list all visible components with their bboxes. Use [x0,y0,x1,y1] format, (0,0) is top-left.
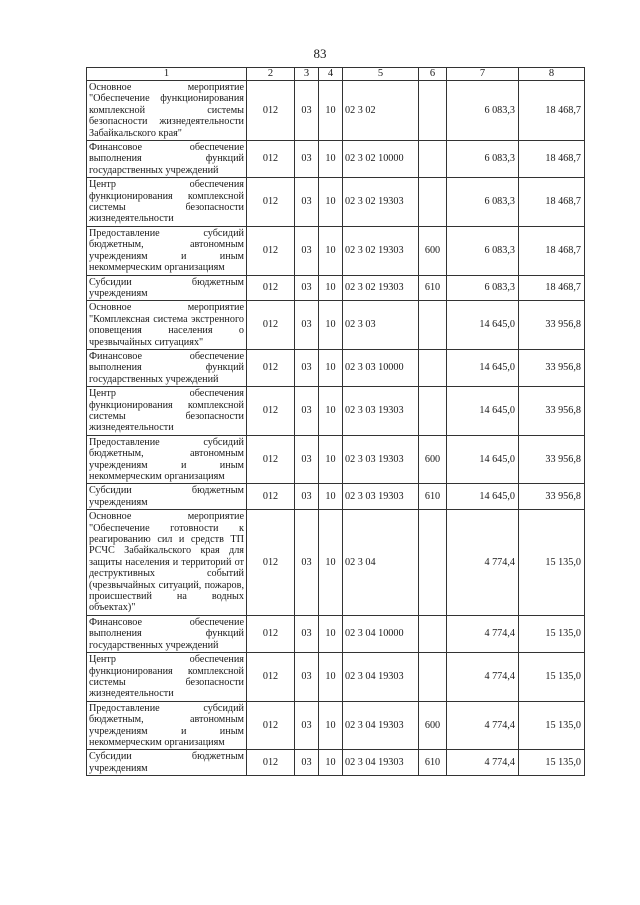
section-code-cell: 03 [295,510,319,616]
table-row [87,510,585,616]
amount-cell: 6 083,3 [447,226,519,275]
amount-cell: 18 468,7 [519,275,585,301]
amount-cell: 14 645,0 [447,301,519,350]
target-article-cell: 02 3 04 19303 [343,701,419,750]
subsection-code-cell: 10 [319,226,343,275]
row-name-cell: Субсидии бюджетным учреждениям [87,484,247,510]
header-cell: 8 [519,68,585,81]
amount-cell: 18 468,7 [519,178,585,227]
expense-type-cell [419,510,447,616]
section-code-cell: 03 [295,484,319,510]
expense-type-cell: 610 [419,484,447,510]
amount-cell: 4 774,4 [447,653,519,702]
subsection-code-cell: 10 [319,301,343,350]
amount-cell: 6 083,3 [447,81,519,141]
table-row [87,81,585,141]
table-row [87,484,585,510]
subsection-code-cell: 10 [319,275,343,301]
header-cell: 2 [247,68,295,81]
expense-type-cell: 600 [419,435,447,484]
section-code-cell: 03 [295,275,319,301]
amount-cell: 18 468,7 [519,141,585,178]
table-row [87,615,585,652]
admin-code-cell: 012 [247,435,295,484]
header-cell: 3 [295,68,319,81]
table-row [87,435,585,484]
header-cell: 5 [343,68,419,81]
amount-cell: 15 135,0 [519,701,585,750]
expense-type-cell [419,615,447,652]
row-name-cell: Финансовое обеспечение выполнения функций государственных учреждений [87,615,247,652]
admin-code-cell: 012 [247,178,295,227]
section-code-cell: 03 [295,701,319,750]
table-row [87,387,585,436]
amount-cell: 4 774,4 [447,750,519,776]
target-article-cell: 02 3 04 19303 [343,750,419,776]
table-row [87,178,585,227]
section-code-cell: 03 [295,435,319,484]
budget-table [86,67,585,776]
amount-cell: 6 083,3 [447,141,519,178]
subsection-code-cell: 10 [319,349,343,386]
row-name-cell: Основное мероприятие "Обеспечение функционирования комплексной системы безопасности жизнедеятельности Забайкальского края" [87,81,247,141]
header-cell: 6 [419,68,447,81]
table-row [87,653,585,702]
admin-code-cell: 012 [247,653,295,702]
subsection-code-cell: 10 [319,141,343,178]
row-name-cell: Субсидии бюджетным учреждениям [87,275,247,301]
section-code-cell: 03 [295,387,319,436]
admin-code-cell: 012 [247,141,295,178]
admin-code-cell: 012 [247,387,295,436]
admin-code-cell: 012 [247,301,295,350]
amount-cell: 6 083,3 [447,275,519,301]
row-name-cell: Финансовое обеспечение выполнения функций государственных учреждений [87,349,247,386]
row-name-cell: Центр обеспечения функционирования комплексной системы безопасности жизнедеятельности [87,387,247,436]
subsection-code-cell: 10 [319,750,343,776]
table-row [87,141,585,178]
subsection-code-cell: 10 [319,81,343,141]
admin-code-cell: 012 [247,701,295,750]
amount-cell: 14 645,0 [447,387,519,436]
subsection-code-cell: 10 [319,484,343,510]
section-code-cell: 03 [295,81,319,141]
row-name-cell: Субсидии бюджетным учреждениям [87,750,247,776]
expense-type-cell [419,301,447,350]
admin-code-cell: 012 [247,510,295,616]
table-row [87,275,585,301]
table-header-row [87,68,585,81]
target-article-cell: 02 3 03 [343,301,419,350]
subsection-code-cell: 10 [319,510,343,616]
amount-cell: 15 135,0 [519,510,585,616]
table-row [87,750,585,776]
admin-code-cell: 012 [247,275,295,301]
table-row [87,349,585,386]
section-code-cell: 03 [295,226,319,275]
target-article-cell: 02 3 03 10000 [343,349,419,386]
target-article-cell: 02 3 04 [343,510,419,616]
row-name-cell: Финансовое обеспечение выполнения функций государственных учреждений [87,141,247,178]
table-row [87,226,585,275]
expense-type-cell [419,349,447,386]
amount-cell: 33 956,8 [519,301,585,350]
target-article-cell: 02 3 03 19303 [343,484,419,510]
target-article-cell: 02 3 03 19303 [343,435,419,484]
target-article-cell: 02 3 04 19303 [343,653,419,702]
admin-code-cell: 012 [247,81,295,141]
section-code-cell: 03 [295,653,319,702]
row-name-cell: Основное мероприятие "Обеспечение готовности к реагированию сил и средств ТП РСЧС Забайкальского края для защиты населения и территорий от деструктивных событий (чрезвычайных ситуаций, пожаров, происшествий на водных объектах)" [87,510,247,616]
section-code-cell: 03 [295,141,319,178]
amount-cell: 18 468,7 [519,81,585,141]
section-code-cell: 03 [295,750,319,776]
expense-type-cell [419,141,447,178]
header-cell: 7 [447,68,519,81]
target-article-cell: 02 3 02 19303 [343,178,419,227]
header-cell: 1 [87,68,247,81]
row-name-cell: Предоставление субсидий бюджетным, автономным учреждениям и иным некоммерческим организациям [87,701,247,750]
subsection-code-cell: 10 [319,653,343,702]
row-name-cell: Центр обеспечения функционирования комплексной системы безопасности жизнедеятельности [87,178,247,227]
amount-cell: 4 774,4 [447,615,519,652]
subsection-code-cell: 10 [319,435,343,484]
subsection-code-cell: 10 [319,701,343,750]
expense-type-cell [419,81,447,141]
amount-cell: 15 135,0 [519,653,585,702]
target-article-cell: 02 3 03 19303 [343,387,419,436]
admin-code-cell: 012 [247,226,295,275]
subsection-code-cell: 10 [319,615,343,652]
table-row [87,701,585,750]
amount-cell: 4 774,4 [447,510,519,616]
page-number: 83 [313,46,327,61]
section-code-cell: 03 [295,301,319,350]
row-name-cell: Предоставление субсидий бюджетным, автономным учреждениям и иным некоммерческим организациям [87,226,247,275]
target-article-cell: 02 3 02 10000 [343,141,419,178]
amount-cell: 33 956,8 [519,387,585,436]
expense-type-cell: 600 [419,226,447,275]
amount-cell: 15 135,0 [519,615,585,652]
amount-cell: 33 956,8 [519,484,585,510]
amount-cell: 14 645,0 [447,349,519,386]
row-name-cell: Центр обеспечения функционирования комплексной системы безопасности жизнедеятельности [87,653,247,702]
section-code-cell: 03 [295,615,319,652]
expense-type-cell: 610 [419,750,447,776]
amount-cell: 14 645,0 [447,435,519,484]
section-code-cell: 03 [295,349,319,386]
admin-code-cell: 012 [247,349,295,386]
amount-cell: 4 774,4 [447,701,519,750]
expense-type-cell [419,653,447,702]
table-row [87,301,585,350]
amount-cell: 14 645,0 [447,484,519,510]
expense-type-cell [419,178,447,227]
target-article-cell: 02 3 04 10000 [343,615,419,652]
row-name-cell: Основное мероприятие "Комплексная система экстренного оповещения населения о чрезвычайных ситуациях" [87,301,247,350]
target-article-cell: 02 3 02 19303 [343,275,419,301]
amount-cell: 15 135,0 [519,750,585,776]
expense-type-cell: 600 [419,701,447,750]
target-article-cell: 02 3 02 [343,81,419,141]
admin-code-cell: 012 [247,750,295,776]
expense-type-cell [419,387,447,436]
expense-type-cell: 610 [419,275,447,301]
admin-code-cell: 012 [247,615,295,652]
admin-code-cell: 012 [247,484,295,510]
target-article-cell: 02 3 02 19303 [343,226,419,275]
row-name-cell: Предоставление субсидий бюджетным, автономным учреждениям и иным некоммерческим организациям [87,435,247,484]
amount-cell: 33 956,8 [519,435,585,484]
amount-cell: 18 468,7 [519,226,585,275]
section-code-cell: 03 [295,178,319,227]
amount-cell: 6 083,3 [447,178,519,227]
subsection-code-cell: 10 [319,178,343,227]
subsection-code-cell: 10 [319,387,343,436]
header-cell: 4 [319,68,343,81]
amount-cell: 33 956,8 [519,349,585,386]
